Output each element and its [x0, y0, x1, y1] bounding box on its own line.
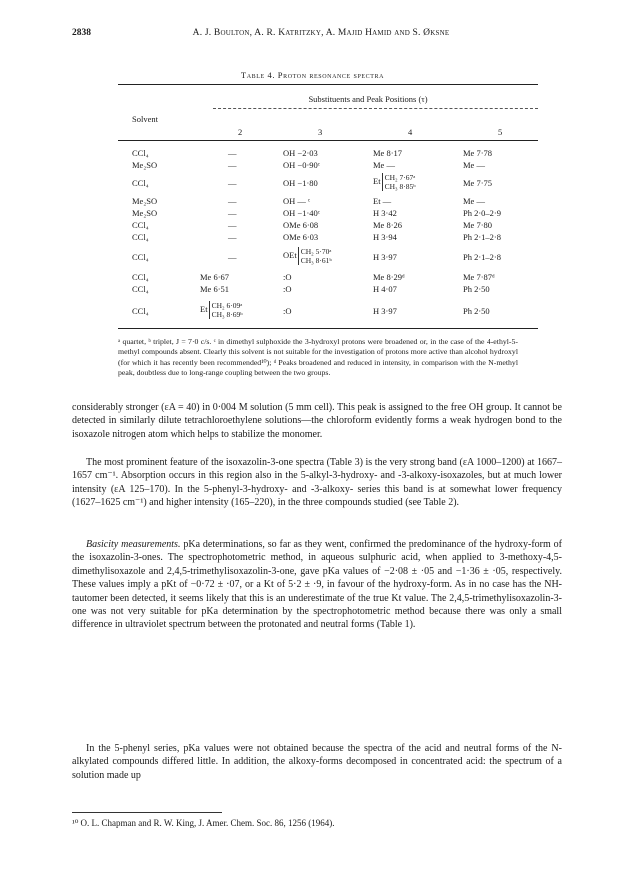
table-row [118, 247, 538, 265]
col2-cell: — [228, 160, 237, 170]
solvent-cell: CCl₄ [132, 220, 149, 230]
reference-10: ¹⁰ O. L. Chapman and R. W. King, J. Amer. Chem. Soc. 86, 1256 (1964). [72, 818, 335, 828]
solvent-header: Solvent [132, 114, 158, 124]
col5-cell: Me 7·87ᵈ [463, 272, 495, 282]
table-row [118, 173, 538, 191]
col2-cell: Me 6·67 [200, 272, 230, 282]
section-lead: Basicity measurements. [86, 539, 181, 550]
col5-cell: Me 7·78 [463, 148, 493, 158]
solvent-cell: CCl₄ [132, 232, 149, 242]
col4-cell: Et — [373, 196, 392, 206]
paragraph-1 [72, 401, 562, 441]
col4-cell: H 3·42 [373, 208, 397, 218]
ch3-peak: CH₃ 8·85ᵇ [384, 182, 416, 191]
col4-cell: H 3·97 [373, 252, 397, 262]
solvent-cell: CCl₄ [132, 178, 149, 188]
col-header-3: 3 [318, 127, 323, 137]
solvent-cell: CCl₄ [132, 272, 149, 282]
table-row [118, 301, 538, 319]
ethyl-stack [382, 173, 416, 191]
col3-cell: :O [283, 272, 292, 282]
col4-cell: H 3·97 [373, 306, 397, 316]
table-top-rule [118, 84, 538, 85]
col5-cell: Ph 2·1–2·8 [463, 252, 502, 262]
ch2-peak: CH₂ 7·67ᵃ [384, 173, 416, 182]
col3-cell [283, 247, 332, 265]
col5-cell: Me — [463, 196, 485, 206]
ethoxy-stack [298, 247, 332, 265]
col2-cell: — [228, 196, 237, 206]
ethyl-stack [209, 301, 243, 319]
col3-cell: OMe 6·08 [283, 220, 319, 230]
paragraph-3 [72, 538, 562, 632]
table-footnote: ᵃ quartet, ᵇ triplet, J = 7·0 c/s. ᶜ in dimethyl sulphoxide the 3-hydroxyl protons were broadened or, in the case of the 4-ethyl-5-methyl compounds absent. Clearly this solvent is not suitable for the investigation of protons more active than alcohol hydroxyl (for which it has recently been recommended¹⁰); ᵈ Peaks broadened and reduced in intensity, in comparison with the N-methyl peak, doubtless due to long-range coupling between the two groups. [118, 337, 518, 378]
col4-cell [373, 173, 416, 191]
col4-cell: Me — [373, 160, 395, 170]
col2-cell: Me 6·51 [200, 284, 230, 294]
column-group-header: Substituents and Peak Positions (τ) [308, 94, 428, 104]
col3-cell: OH −0·90ᶜ [283, 160, 320, 170]
col4-cell: H 3·94 [373, 232, 397, 242]
paragraph-text: The most prominent feature of the isoxazolin-3-one spectra (Table 3) is the very strong band (εA 1000–1200) at 1667–1657 cm⁻¹. Absorption occurs in this region also in the 5-alkyl-3-hydroxy- and -3-alkoxy-isoxazoles, but at much lower intensity (εA 125–170). In the 5-phenyl-3-hydroxy- and -3-alkoxy- series this band is at somewhat lower frequency (1627–1625 cm⁻¹) and higher intensity (165–220), in the three compounds studied (see Table 2). [72, 457, 562, 509]
paragraph-4 [72, 742, 562, 782]
footnote-rule [72, 812, 222, 813]
ch3-peak: CH₃ 8·61ᵇ [300, 256, 332, 265]
table-row [118, 196, 538, 208]
solvent-cell: CCl₄ [132, 284, 149, 294]
col3-cell: OH −2·03 [283, 148, 318, 158]
table-row [118, 160, 538, 172]
table-header-rule [118, 140, 538, 141]
col4-cell: Me 8·17 [373, 148, 403, 158]
col3-cell: :O [283, 284, 292, 294]
table-bottom-rule [118, 328, 538, 329]
column-group-rule [213, 108, 538, 109]
col2-cell [200, 301, 243, 319]
col-header-2: 2 [238, 127, 243, 137]
col2-cell: — [228, 208, 237, 218]
paragraph-text: considerably stronger (εA = 40) in 0·004 M solution (5 mm cell). This peak is assigned to the free OH group. It cannot be detected in similarly dilute tetrachloroethylene solutions—the chloroform evidently forms a weak hydrogen bond to the isoxazole nitrogen atom which helps to stabilize the monomer. [72, 402, 562, 440]
col3-cell: OH −1·40ᶜ [283, 208, 320, 218]
table-row [118, 148, 538, 160]
ch3-peak: CH₃ 8·69ᵇ [211, 310, 243, 319]
col5-cell: Me 7·75 [463, 178, 493, 188]
table-row [118, 208, 538, 220]
col2-cell: — [228, 178, 237, 188]
paragraph-text [72, 538, 562, 632]
col2-cell: — [228, 252, 237, 262]
col2-cell: — [228, 220, 237, 230]
table-row [118, 232, 538, 244]
col3-cell: OH — ᶜ [283, 196, 311, 206]
col2-cell: — [228, 148, 237, 158]
col5-cell: Me — [463, 160, 485, 170]
col4-cell: H 4·07 [373, 284, 397, 294]
running-authors: A. J. Boulton, A. R. Katritzky, A. Majid Hamid and S. Øksne [192, 28, 450, 38]
col2-cell: — [228, 232, 237, 242]
col3-cell: OMe 6·03 [283, 232, 319, 242]
col5-cell: Me 7·80 [463, 220, 493, 230]
ethyl-prefix: Et [373, 175, 381, 186]
solvent-cell: Me₂SO [132, 196, 158, 206]
col4-cell: Me 8·29ᵈ [373, 272, 405, 282]
table-row [118, 284, 538, 296]
col3-cell: :O [283, 306, 292, 316]
table-caption: Table 4. Proton resonance spectra [240, 70, 385, 80]
ch2-peak: CH₂ 6·09ᵃ [211, 301, 243, 310]
col4-cell: Me 8·26 [373, 220, 403, 230]
col-header-5: 5 [498, 127, 503, 137]
col5-cell: Ph 2·50 [463, 306, 490, 316]
solvent-cell: CCl₄ [132, 306, 149, 316]
col3-cell: OH −1·80 [283, 178, 318, 188]
ch2-peak: CH₂ 5·70ᵃ [300, 247, 332, 256]
col5-cell: Ph 2·1–2·8 [463, 232, 502, 242]
col5-cell: Ph 2·50 [463, 284, 490, 294]
solvent-cell: CCl₄ [132, 252, 149, 262]
solvent-cell: CCl₄ [132, 148, 149, 158]
paragraph-2 [72, 456, 562, 510]
table-row [118, 220, 538, 232]
paragraph-text: In the 5-phenyl series, pKa values were not obtained because the spectra of the acid and neutral forms of the N-alkylated compounds differed little. In addition, the alkoxy-forms decomposed in concentrated acid: the spectrum of a solution made up [72, 743, 562, 781]
col-header-4: 4 [408, 127, 413, 137]
solvent-cell: Me₂SO [132, 208, 158, 218]
solvent-cell: Me₂SO [132, 160, 158, 170]
ethyl-prefix: Et [200, 303, 208, 314]
col5-cell: Ph 2·0–2·9 [463, 208, 502, 218]
table-row [118, 272, 538, 284]
ethoxy-prefix: OEt [283, 249, 297, 260]
paragraph-body: pKa determinations, so far as they went, confirmed the predominance of the hydroxy-form of the isoxazolin-3-ones. The spectrophotometric method, in aqueous sulphuric acid, when applied to 3-methoxy-4,5-dimethylisoxazole and 2,4,5-trimethylisoxazolin-3-one, gave pKa values of −2·08 ± ·05 and −1·36 ± ·05, respectively. These values imply a pKt of −0·72 ± ·07, or a Kt of 5·2 ± ·9, in favour of the hydroxy-form. As in no case has the NH-tautomer been detected, it seems likely that this is an underestimate of the true Kt value. The 2,4,5-trimethylisoxazolin-3-one was not very suitable for pKa determination by the spectrophotometric method because there was only a small difference in ultraviolet spectrum between the protonated and neutral forms (Table 1). [72, 539, 562, 631]
page-number: 2838 [72, 28, 91, 38]
